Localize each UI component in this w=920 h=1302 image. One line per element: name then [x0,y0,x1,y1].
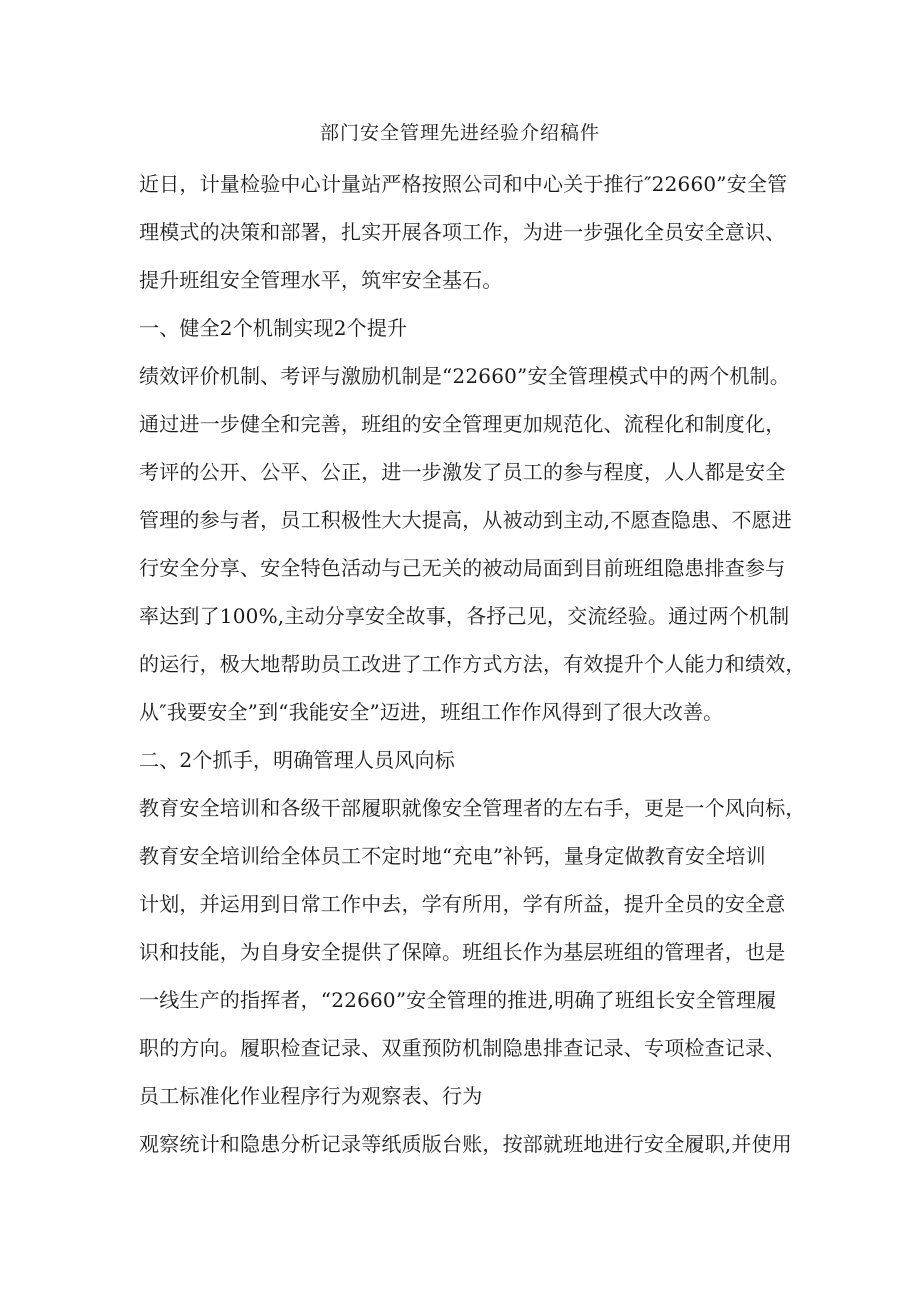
text-line: 率达到了100%,主动分享安全故事，各抒己见，交流经验。通过两个机制 [139,604,790,628]
text-line: 教育安全培训给全体员工不定时地“充电”补钙，量身定做教育安全培训 [139,844,766,868]
text-line: 提升班组安全管理水平，筑牢安全基石。 [139,268,503,292]
text-line: 绩效评价机制、考评与激励机制是“22660”安全管理模式中的两个机制。 [139,364,791,388]
text-line: 一线生产的指挥者，“22660”安全管理的推进,明确了班组长安全管理履 [139,988,777,1012]
section-heading: 一、健全2个机制实现2个提升 [139,316,408,340]
document-body [139,160,839,1168]
text-line: 理模式的决策和部署，扎实开展各项工作，为进一步强化全员安全意识、 [139,220,786,244]
text-line: 从″我要安全”到“我能安全”迈进，班组工作作风得到了很大改善。 [139,700,724,724]
section-heading: 二、2个抓手，明确管理人员风向标 [139,748,455,772]
text-line: 的运行，极大地帮助员工改进了工作方式方法，有效提升个人能力和绩效， [139,652,806,676]
text-line: 计划，并运用到日常工作中去，学有所用，学有所益，提升全员的安全意 [139,892,786,916]
text-line: 通过进一步健全和完善，班组的安全管理更加规范化、流程化和制度化， [139,412,786,436]
text-line: 员工标准化作业程序行为观察表、行为 [139,1084,483,1108]
text-line: 近日，计量检验中心计量站严格按照公司和中心关于推行″22660”安全管 [139,172,788,196]
text-line: 考评的公开、公平、公正，进一步激发了员工的参与程度，人人都是安全 [139,460,786,484]
text-line: 管理的参与者，员工积极性大大提高，从被动到主动,不愿查隐患、不愿进 [139,508,792,532]
document-title: 部门安全管理先进经验介绍稿件 [319,122,600,144]
text-line: 行安全分享、安全特色活动与己无关的被动局面到目前班组隐患排查参与 [139,556,786,580]
text-line: 职的方向。履职检查记录、双重预防机制隐患排查记录、专项检查记录、 [139,1036,786,1060]
text-line: 识和技能，为自身安全提供了保障。班组长作为基层班组的管理者，也是 [139,940,786,964]
text-line: 观察统计和隐患分析记录等纸质版台账，按部就班地进行安全履职,并使用 [139,1132,792,1156]
text-line: 教育安全培训和各级干部履职就像安全管理者的左右手，更是一个风向标， [139,796,806,820]
